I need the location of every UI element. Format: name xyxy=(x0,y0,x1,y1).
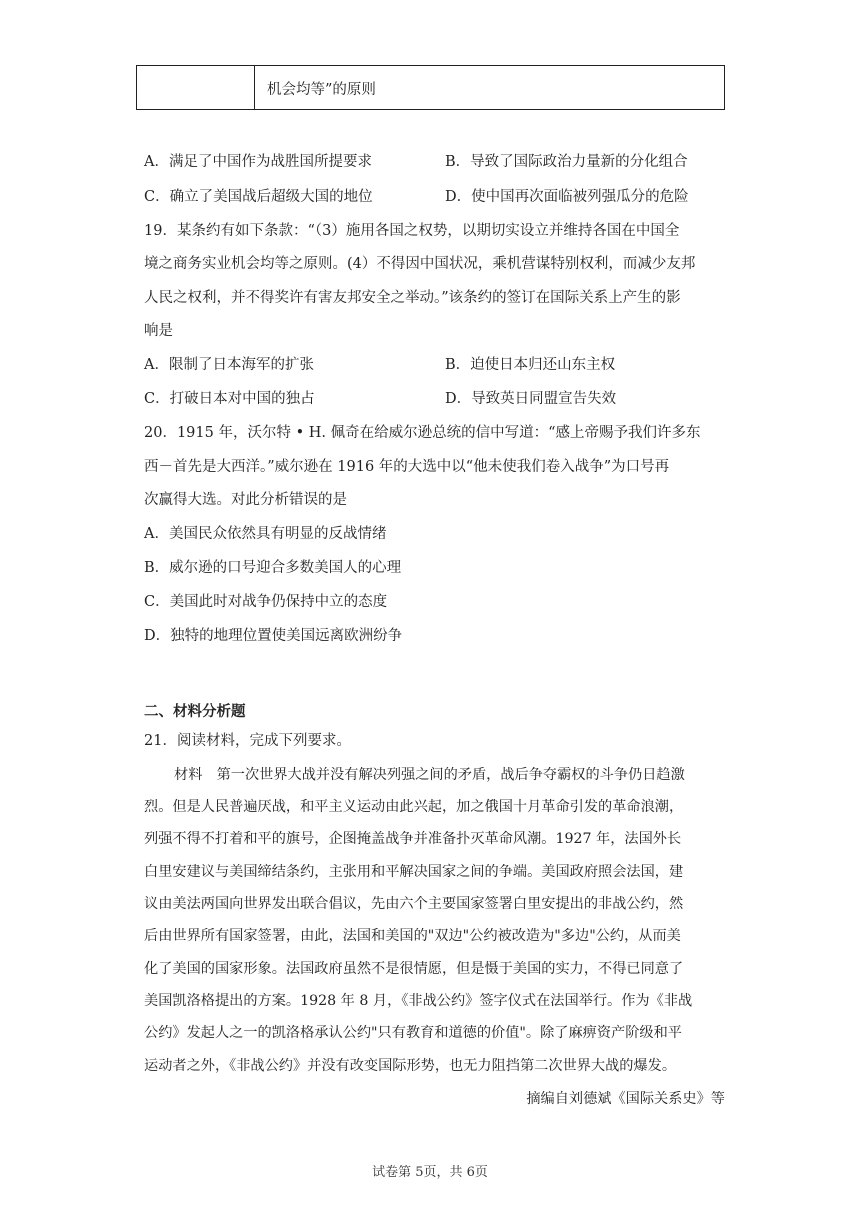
section-heading: 二、材料分析题 xyxy=(144,703,246,720)
q18-option-c: C．确立了美国战后超级大国的地位 xyxy=(144,189,373,205)
material-line: 后由世界所有国家签署，由此，法国和美国的"双边"公约被改造为"多边"公约，从而美 xyxy=(144,928,681,944)
material-line: 烈。但是人民普遍厌战，和平主义运动由此兴起，加之俄国十月革命引发的革命浪潮， xyxy=(144,799,684,815)
q18-option-b: B．导致了国际政治力量新的分化组合 xyxy=(445,154,688,170)
q20-option-a: A．美国民众依然具有明显的反战情绪 xyxy=(144,526,387,542)
material-line: 议由美法两国向世界发出联合倡议，先由六个主要国家签署白里安提出的非战公约，然 xyxy=(144,896,684,912)
q21-stem: 21．阅读材料，完成下列要求。 xyxy=(144,733,351,749)
material-line: 列强不得不打着和平的旗号，企图掩盖战争并准备扑灭革命风潮。1927 年，法国外长 xyxy=(144,831,682,847)
q19-stem-line: 响是 xyxy=(144,323,173,339)
q19-option-c: C．打破日本对中国的独占 xyxy=(144,391,315,407)
q20-option-c: C．美国此时对战争仍保持中立的态度 xyxy=(144,594,388,610)
q19-stem-line: 19．某条约有如下条款：“（3）施用各国之权势，以期切实设立并维持各国在中国全 xyxy=(144,223,680,239)
q18-option-a: A．满足了中国作为战胜国所提要求 xyxy=(144,154,372,170)
q19-stem-line: 境之商务实业机会均等之原则。(4）不得因中国状况，乘机营谋特别权利，而减少友邦 xyxy=(144,256,696,272)
material-line: 美国凯洛格提出的方案。1928 年 8 月，《非战公约》签字仪式在法国举行。作为《非战 xyxy=(144,993,693,1009)
answer-table xyxy=(136,65,725,110)
q20-stem-line: 20．1915 年，沃尔特 • H. 佩奇在给威尔逊总统的信中写道：“感上帝赐予我们许多东 xyxy=(144,425,701,441)
table-cell-text: 机会均等”的原则 xyxy=(267,82,376,98)
material-line: 运动者之外，《非战公约》并没有改变国际形势，也无力阻挡第二次世界大战的爆发。 xyxy=(144,1058,677,1074)
material-line: 公约》发起人之一的凯洛格承认公约"只有教育和道德的价值"。除了麻痹资产阶级和平 xyxy=(144,1025,682,1041)
q19-option-b: B．迫使日本归还山东主权 xyxy=(445,357,616,373)
q19-stem-line: 人民之权利，并不得奖许有害友邦安全之举动。”该条约的签订在国际关系上产生的影 xyxy=(144,290,681,306)
q20-option-b: B．威尔逊的口号迎合多数美国人的心理 xyxy=(144,560,402,576)
q19-option-d: D．导致英日同盟宣告失效 xyxy=(445,391,617,407)
material-source: 摘编自刘德斌《国际关系史》等 xyxy=(526,1091,725,1107)
q20-option-d: D．独特的地理位置使美国远离欧洲纷争 xyxy=(144,628,403,644)
material-line: 白里安建议与美国缔结条约，主张用和平解决国家之间的争端。美国政府照会法国，建 xyxy=(144,864,684,880)
q20-stem-line: 次赢得大选。对此分析错误的是 xyxy=(144,492,347,508)
page-footer: 试卷第 5页，共 6页 xyxy=(372,1165,488,1180)
q19-option-a: A．限制了日本海军的扩张 xyxy=(144,357,314,373)
material-line: 材料 第一次世界大战并没有解决列强之间的矛盾，战后争夺霸权的斗争仍日趋激 xyxy=(174,767,685,783)
material-line: 化了美国的国家形象。法国政府虽然不是很情愿，但是慑于美国的实力，不得已同意了 xyxy=(144,961,684,977)
q20-stem-line: 西－首先是大西洋。”威尔逊在 1916 年的大选中以“他未使我们卷入战争”为口号再 xyxy=(144,459,670,475)
q18-option-d: D．使中国再次面临被列强瓜分的危险 xyxy=(445,189,689,205)
table-divider xyxy=(254,66,255,109)
